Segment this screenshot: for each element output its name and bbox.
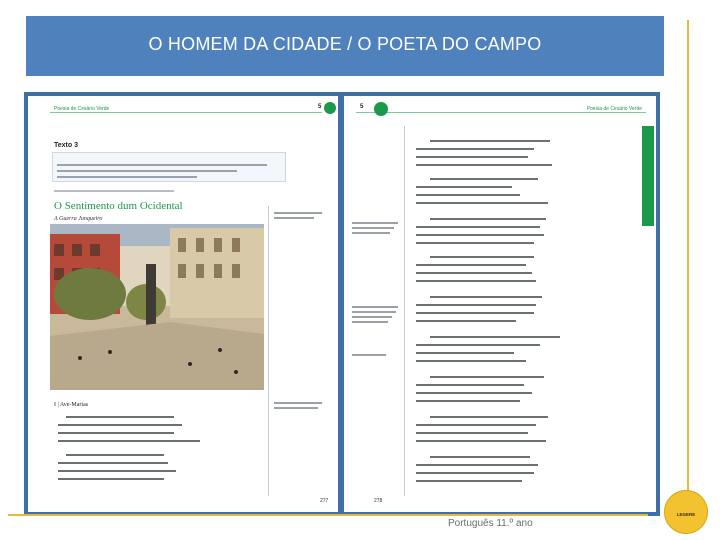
poem-dedication: A Guerra Junqueiro	[54, 216, 103, 222]
verse-line	[58, 470, 176, 472]
right-page-number: 278	[374, 498, 383, 504]
footnote-line	[352, 321, 388, 323]
verse-line	[66, 416, 174, 418]
chapter-dot-icon	[324, 102, 336, 114]
footnote-line	[352, 306, 398, 308]
verse-line	[430, 376, 544, 378]
poem-part-label: I | Ave-Marias	[54, 402, 89, 408]
verse-line	[430, 336, 560, 338]
summary-box	[52, 152, 286, 182]
verse-line	[416, 226, 540, 228]
chapter-marker: 5	[360, 104, 364, 110]
verse-line	[430, 416, 548, 418]
footnote-line	[352, 232, 390, 234]
left-page-number: 277	[320, 498, 329, 504]
verse-line	[416, 242, 534, 244]
verse-line	[430, 456, 530, 458]
verse-line	[416, 304, 536, 306]
logo-label: LEGERE	[676, 512, 696, 517]
footnote-line	[274, 217, 314, 219]
text-line	[54, 190, 174, 192]
poem-title: O Sentimento dum Ocidental	[54, 200, 183, 212]
chapter-tab	[642, 126, 654, 226]
chapter-dot-icon	[374, 102, 388, 116]
verse-line	[58, 432, 174, 434]
verse-line	[430, 296, 542, 298]
gold-vertical-rule	[687, 20, 689, 516]
verse-line	[58, 478, 164, 480]
verse-line	[416, 384, 524, 386]
verse-line	[416, 194, 520, 196]
summary-line	[57, 170, 237, 172]
verse-line	[58, 424, 182, 426]
slide-title-bar	[26, 16, 664, 76]
verse-line	[416, 464, 538, 466]
gold-horizontal-rule	[8, 514, 648, 516]
right-page	[344, 96, 656, 512]
book-spread-image	[24, 92, 660, 516]
footnote-line	[274, 402, 322, 404]
verse-line	[430, 256, 534, 258]
verse-line	[416, 480, 522, 482]
footnote-line	[352, 227, 394, 229]
section-label: Texto 3	[54, 142, 78, 149]
right-page-header: Poesia de Cesário Verde	[586, 106, 642, 112]
verse-line	[416, 202, 548, 204]
footnote-line	[352, 354, 386, 356]
course-footer: Português 11.º ano	[448, 518, 533, 529]
verse-line	[416, 432, 528, 434]
verse-line	[430, 178, 538, 180]
chapter-marker: 5	[318, 104, 322, 110]
slide-title: O HOMEM DA CIDADE / O POETA DO CAMPO	[148, 34, 542, 54]
footnote-line	[352, 222, 398, 224]
left-page	[28, 96, 338, 512]
footnote-line	[274, 407, 318, 409]
verse-line	[416, 148, 534, 150]
verse-line	[416, 424, 536, 426]
footnote-divider	[404, 126, 405, 496]
footnote-divider	[268, 206, 269, 496]
left-page-header: Poesia de Cesário Verde	[54, 106, 110, 112]
verse-line	[58, 440, 200, 442]
verse-line	[416, 156, 528, 158]
verse-line	[416, 472, 534, 474]
verse-line	[430, 218, 546, 220]
verse-line	[416, 392, 532, 394]
verse-line	[416, 234, 544, 236]
summary-line	[57, 164, 267, 166]
footnote-line	[352, 316, 392, 318]
verse-line	[416, 164, 552, 166]
footnote-line	[352, 311, 396, 313]
verse-line	[430, 140, 550, 142]
painting-illustration	[50, 224, 264, 390]
publisher-logo	[664, 490, 708, 534]
verse-line	[416, 272, 532, 274]
verse-line	[416, 352, 514, 354]
summary-line	[57, 176, 197, 178]
verse-line	[416, 400, 520, 402]
painting-svg	[50, 224, 264, 390]
verse-line	[416, 312, 534, 314]
verse-line	[66, 454, 164, 456]
verse-line	[416, 264, 526, 266]
verse-line	[416, 280, 536, 282]
verse-line	[416, 186, 512, 188]
verse-line	[416, 360, 526, 362]
verse-line	[416, 440, 546, 442]
verse-line	[416, 320, 516, 322]
footnote-line	[274, 212, 322, 214]
verse-line	[416, 344, 540, 346]
verse-line	[58, 462, 168, 464]
